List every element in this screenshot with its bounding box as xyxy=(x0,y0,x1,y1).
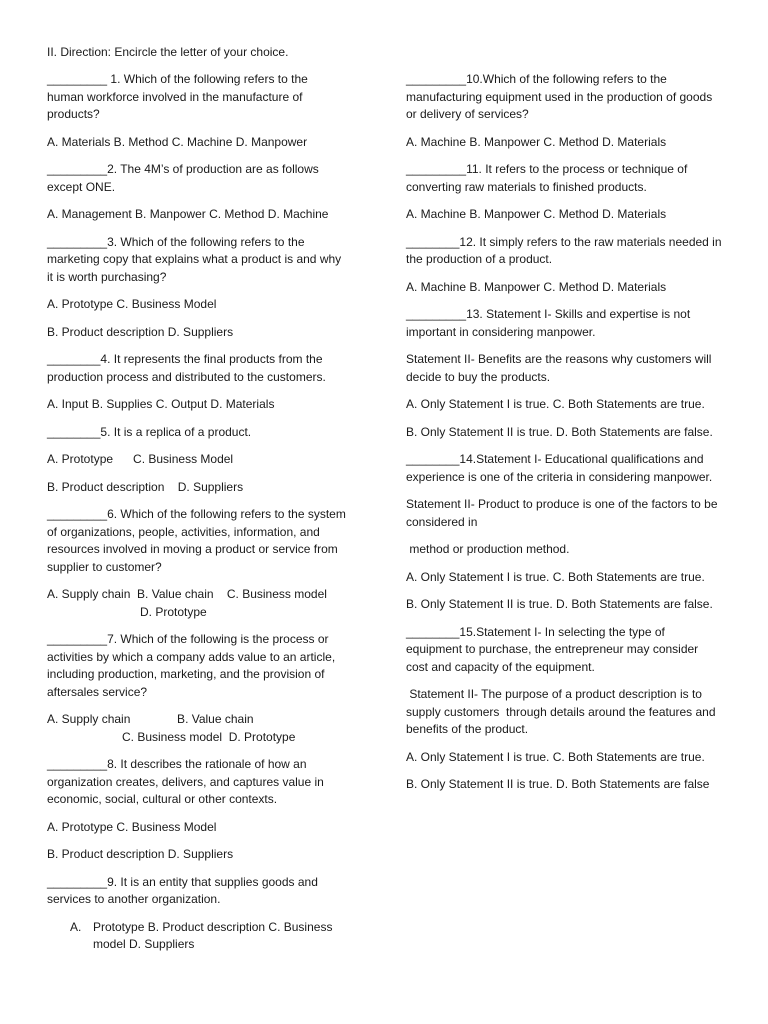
answer-options: A. Prototype C. Business Model xyxy=(47,452,234,466)
question-text: _________2. The 4M’s of production are as follows except ONE. xyxy=(47,162,323,194)
answer-options: A. Management B. Manpower C. Method D. Machine xyxy=(47,207,329,221)
question-text: ________14.Statement I- Educational qualifications and experience is one of the criteria in considering manpower. xyxy=(406,452,713,484)
question-text: ________15.Statement I- In selecting the type of equipment to purchase, the entrepreneur may consider cost and capacity of the equipment. xyxy=(406,624,702,674)
question-11 xyxy=(406,161,722,224)
statement-two-continued: method or production method. xyxy=(406,542,570,556)
answer-options: C. Business model D. Prototype xyxy=(122,729,296,744)
statement-two: Statement II- The purpose of a product description is to supply customers through details around the features and benefits of the product. xyxy=(406,687,719,736)
left-column xyxy=(47,71,350,963)
answer-options: B. Only Statement II is true. D. Both Statements are false xyxy=(406,777,710,791)
answer-options: A. Supply chain B. Value chain xyxy=(47,712,254,726)
answer-options: A. Machine B. Manpower C. Method D. Materials xyxy=(406,279,667,294)
question-14 xyxy=(406,451,722,614)
option-text: Prototype B. Product description C. Business model D. Suppliers xyxy=(93,919,333,951)
answer-options: B. Only Statement II is true. D. Both Statements are false. xyxy=(406,597,713,611)
answer-options xyxy=(70,919,347,954)
question-text: _________8. It describes the rationale of how an organization creates, delivers, and captures value in economic, social, cultural or other contexts. xyxy=(47,757,328,806)
question-text: _________11. It refers to the process or technique of converting raw materials to finished products. xyxy=(406,162,691,194)
question-12 xyxy=(406,234,725,297)
answer-options: B. Product description D. Suppliers xyxy=(47,324,234,339)
question-15 xyxy=(406,624,722,794)
answer-options: A. Input B. Supplies C. Output D. Materials xyxy=(47,397,275,411)
answer-options: B. Product description D. Suppliers xyxy=(47,479,244,494)
question-2 xyxy=(47,161,347,224)
answer-options: A. Prototype C. Business Model xyxy=(47,819,217,834)
question-text: _________ 1. Which of the following refers to the human workforce involved in the manufacture of products? xyxy=(47,72,312,121)
question-1 xyxy=(47,71,347,151)
question-text: _________3. Which of the following refers to the marketing copy that explains what a product is and why it is worth purchasing? xyxy=(47,234,345,284)
statement-two: Statement II- Benefits are the reasons why customers will decide to buy the products. xyxy=(406,352,715,384)
right-column xyxy=(406,71,725,804)
question-6 xyxy=(47,506,350,621)
answer-options: A. Prototype C. Business Model xyxy=(47,297,217,311)
question-4 xyxy=(47,351,347,414)
question-8 xyxy=(47,756,347,864)
answer-options: A. Only Statement I is true. C. Both Statements are true. xyxy=(406,397,705,411)
direction-heading: II. Direction: Encircle the letter of your choice. xyxy=(47,45,289,59)
question-5 xyxy=(47,424,347,497)
answer-options: A. Machine B. Manpower C. Method D. Materials xyxy=(406,134,667,149)
question-text: _________10.Which of the following refers to the manufacturing equipment used in the production of goods or delivery of services? xyxy=(406,72,716,121)
question-text: _________6. Which of the following refers to the system of organizations, people, activities, information, and resources involved in moving a product or service from supplier to customer? xyxy=(47,507,350,574)
answer-options: A. Supply chain B. Value chain C. Business model xyxy=(47,587,327,601)
answer-options: B. Only Statement II is true. D. Both Statements are false. xyxy=(406,424,713,439)
question-text: _________9. It is an entity that supplies goods and services to another organization. xyxy=(47,874,322,906)
question-10 xyxy=(406,71,722,151)
answer-options: A. Only Statement I is true. C. Both Statements are true. xyxy=(406,749,705,764)
question-text: _________13. Statement I- Skills and expertise is not important in considering manpower. xyxy=(406,307,694,339)
question-3 xyxy=(47,234,347,342)
question-text: ________5. It is a replica of a product. xyxy=(47,424,252,439)
answer-options: A. Materials B. Method C. Machine D. Manpower xyxy=(47,134,308,149)
question-7 xyxy=(47,631,347,746)
question-9 xyxy=(47,874,347,954)
answer-options: B. Product description D. Suppliers xyxy=(47,847,234,861)
question-text: ________12. It simply refers to the raw materials needed in the production of a product. xyxy=(406,234,725,266)
option-letter: A. xyxy=(70,919,82,934)
question-text: ________4. It represents the final products from the production process and distributed to the customers. xyxy=(47,352,326,384)
statement-two: Statement II- Product to produce is one of the factors to be considered in xyxy=(406,497,721,529)
answer-options: A. Only Statement I is true. C. Both Statements are true. xyxy=(406,569,705,584)
answer-options: D. Prototype xyxy=(140,604,207,619)
answer-options: A. Machine B. Manpower C. Method D. Materials xyxy=(406,207,667,221)
question-13 xyxy=(406,306,722,441)
question-text: _________7. Which of the following is the process or activities by which a company adds value to an article, including production, marketing, and the provision of aftersales service? xyxy=(47,632,339,699)
